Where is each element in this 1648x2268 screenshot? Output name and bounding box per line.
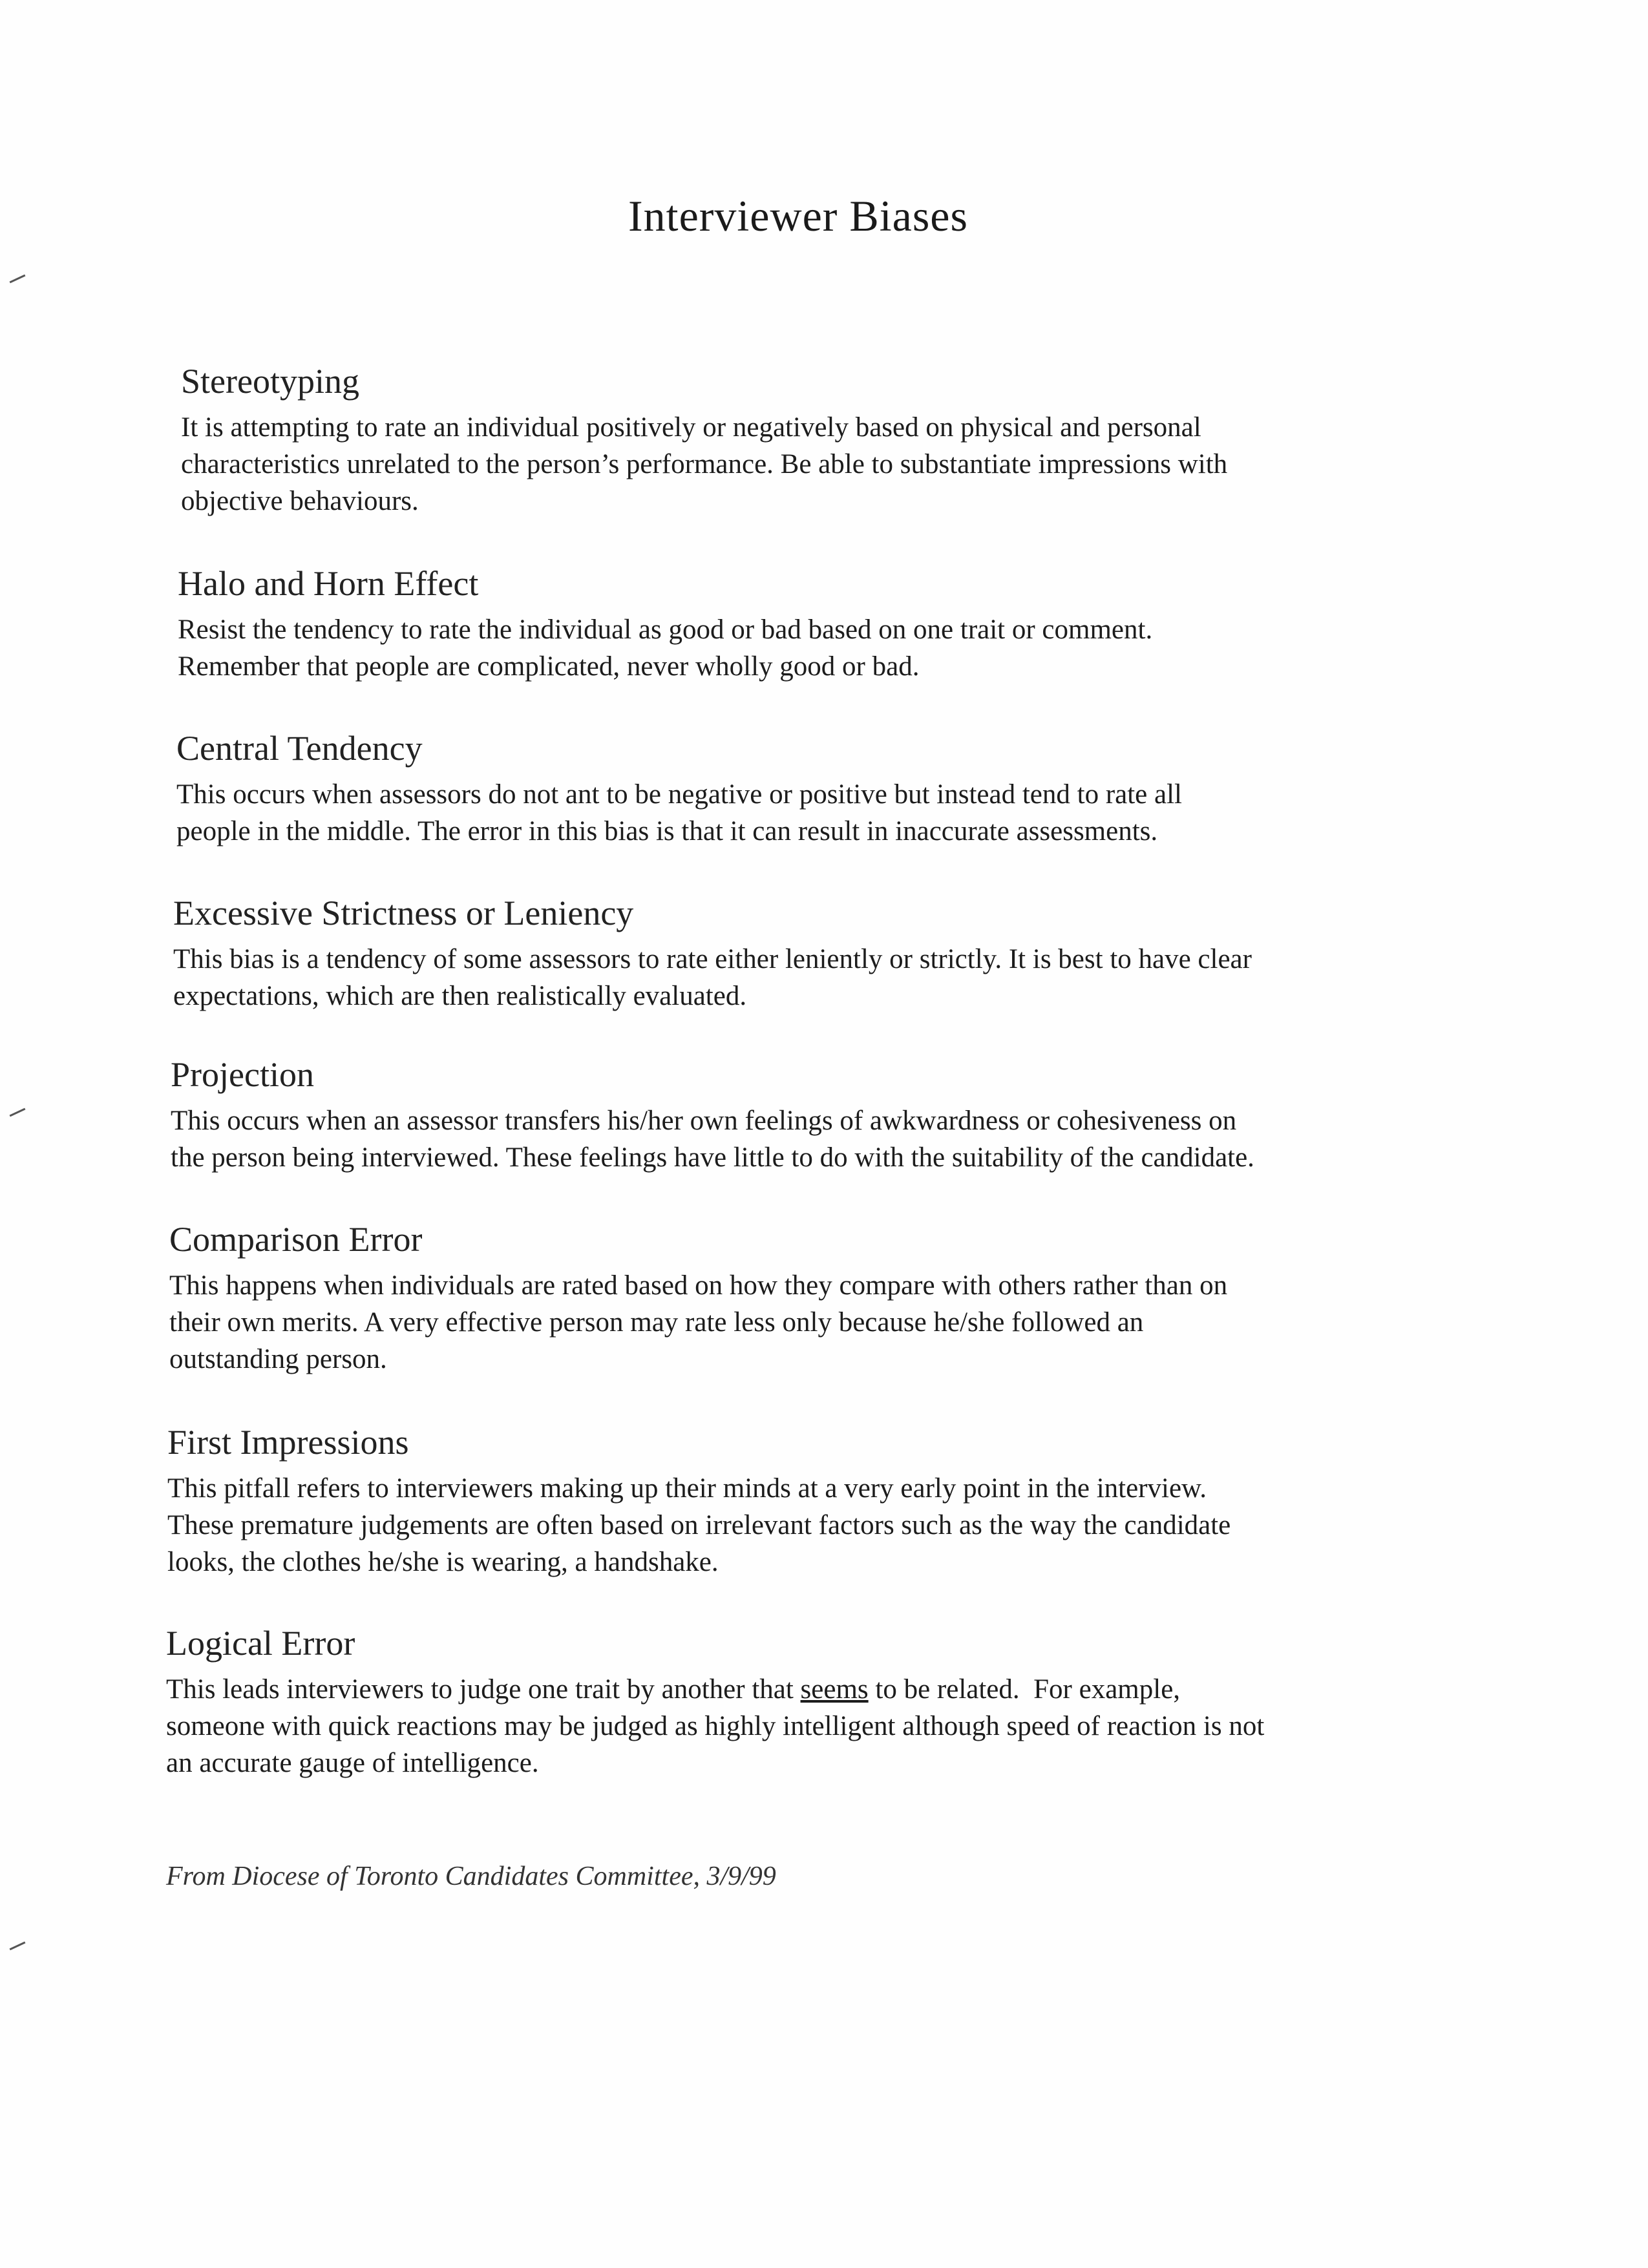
body-line: outstanding person. (169, 1344, 387, 1374)
section-heading: First Impressions (167, 1423, 409, 1462)
source-citation: From Diocese of Toronto Candidates Committee, 3/9/99 (166, 1862, 776, 1891)
section-stereotyping (181, 359, 1227, 520)
body-line: someone with quick reactions may be judged as highly intelligent although speed of reaction is not (166, 1711, 1265, 1741)
body-line (166, 1671, 1264, 1708)
body-line: This happens when individuals are rated based on how they compare with others rather than on (169, 1270, 1228, 1301)
body-line: This pitfall refers to interviewers making up their minds at a very early point in the interview. (167, 1473, 1207, 1504)
body-line: It is attempting to rate an individual positively or negatively based on physical and personal (181, 412, 1201, 443)
underlined-word: seems (800, 1674, 869, 1705)
section-heading: Projection (171, 1055, 314, 1094)
body-line: These premature judgements are often based on irrelevant factors such as the way the candidate (167, 1510, 1231, 1540)
section-first-impressions (167, 1420, 1231, 1580)
body-line: an accurate gauge of intelligence. (166, 1748, 539, 1778)
body-line: looks, the clothes he/she is wearing, a handshake. (167, 1547, 719, 1577)
body-line: objective behaviours. (181, 486, 419, 516)
section-heading: Excessive Strictness or Leniency (173, 894, 634, 932)
page-title: Interviewer Biases (628, 191, 968, 240)
section-central-tendency (176, 726, 1182, 850)
section-halo-horn (178, 561, 1152, 685)
body-line: Resist the tendency to rate the individual as good or bad based on one trait or comment. (178, 614, 1153, 645)
section-heading: Halo and Horn Effect (178, 564, 479, 603)
body-line: This occurs when assessors do not ant to be negative or positive but instead tend to rate all (176, 779, 1182, 810)
section-strictness-leniency (173, 890, 1252, 1014)
section-heading: Central Tendency (176, 729, 423, 768)
body-text: to be related. For example, (868, 1674, 1181, 1705)
body-line: characteristics unrelated to the person’s performance. Be able to substantiate impressions with (181, 449, 1228, 479)
body-line: This occurs when an assessor transfers his/her own feelings of awkwardness or cohesiveness on (171, 1106, 1237, 1136)
scan-mark (10, 1108, 26, 1117)
section-comparison-error (169, 1217, 1227, 1378)
body-line: people in the middle. The error in this bias is that it can result in inaccurate assessments. (176, 816, 1158, 846)
scan-mark (10, 275, 26, 284)
section-heading: Logical Error (166, 1624, 355, 1663)
body-line: their own merits. A very effective person may rate less only because he/she followed an (169, 1307, 1144, 1338)
body-text: This leads interviewers to judge one trait by another that (166, 1674, 801, 1705)
body-line: expectations, which are then realistically evaluated. (173, 981, 747, 1011)
scan-mark (10, 1942, 26, 1951)
section-projection (171, 1052, 1254, 1176)
section-heading: Stereotyping (181, 362, 359, 401)
body-line: This bias is a tendency of some assessors to rate either leniently or strictly. It is best to have clear (173, 944, 1252, 974)
section-heading: Comparison Error (169, 1220, 423, 1259)
body-line: the person being interviewed. These feelings have little to do with the suitability of the candidate. (171, 1142, 1254, 1173)
body-line: Remember that people are complicated, never wholly good or bad. (178, 651, 920, 682)
section-logical-error (166, 1621, 1264, 1781)
